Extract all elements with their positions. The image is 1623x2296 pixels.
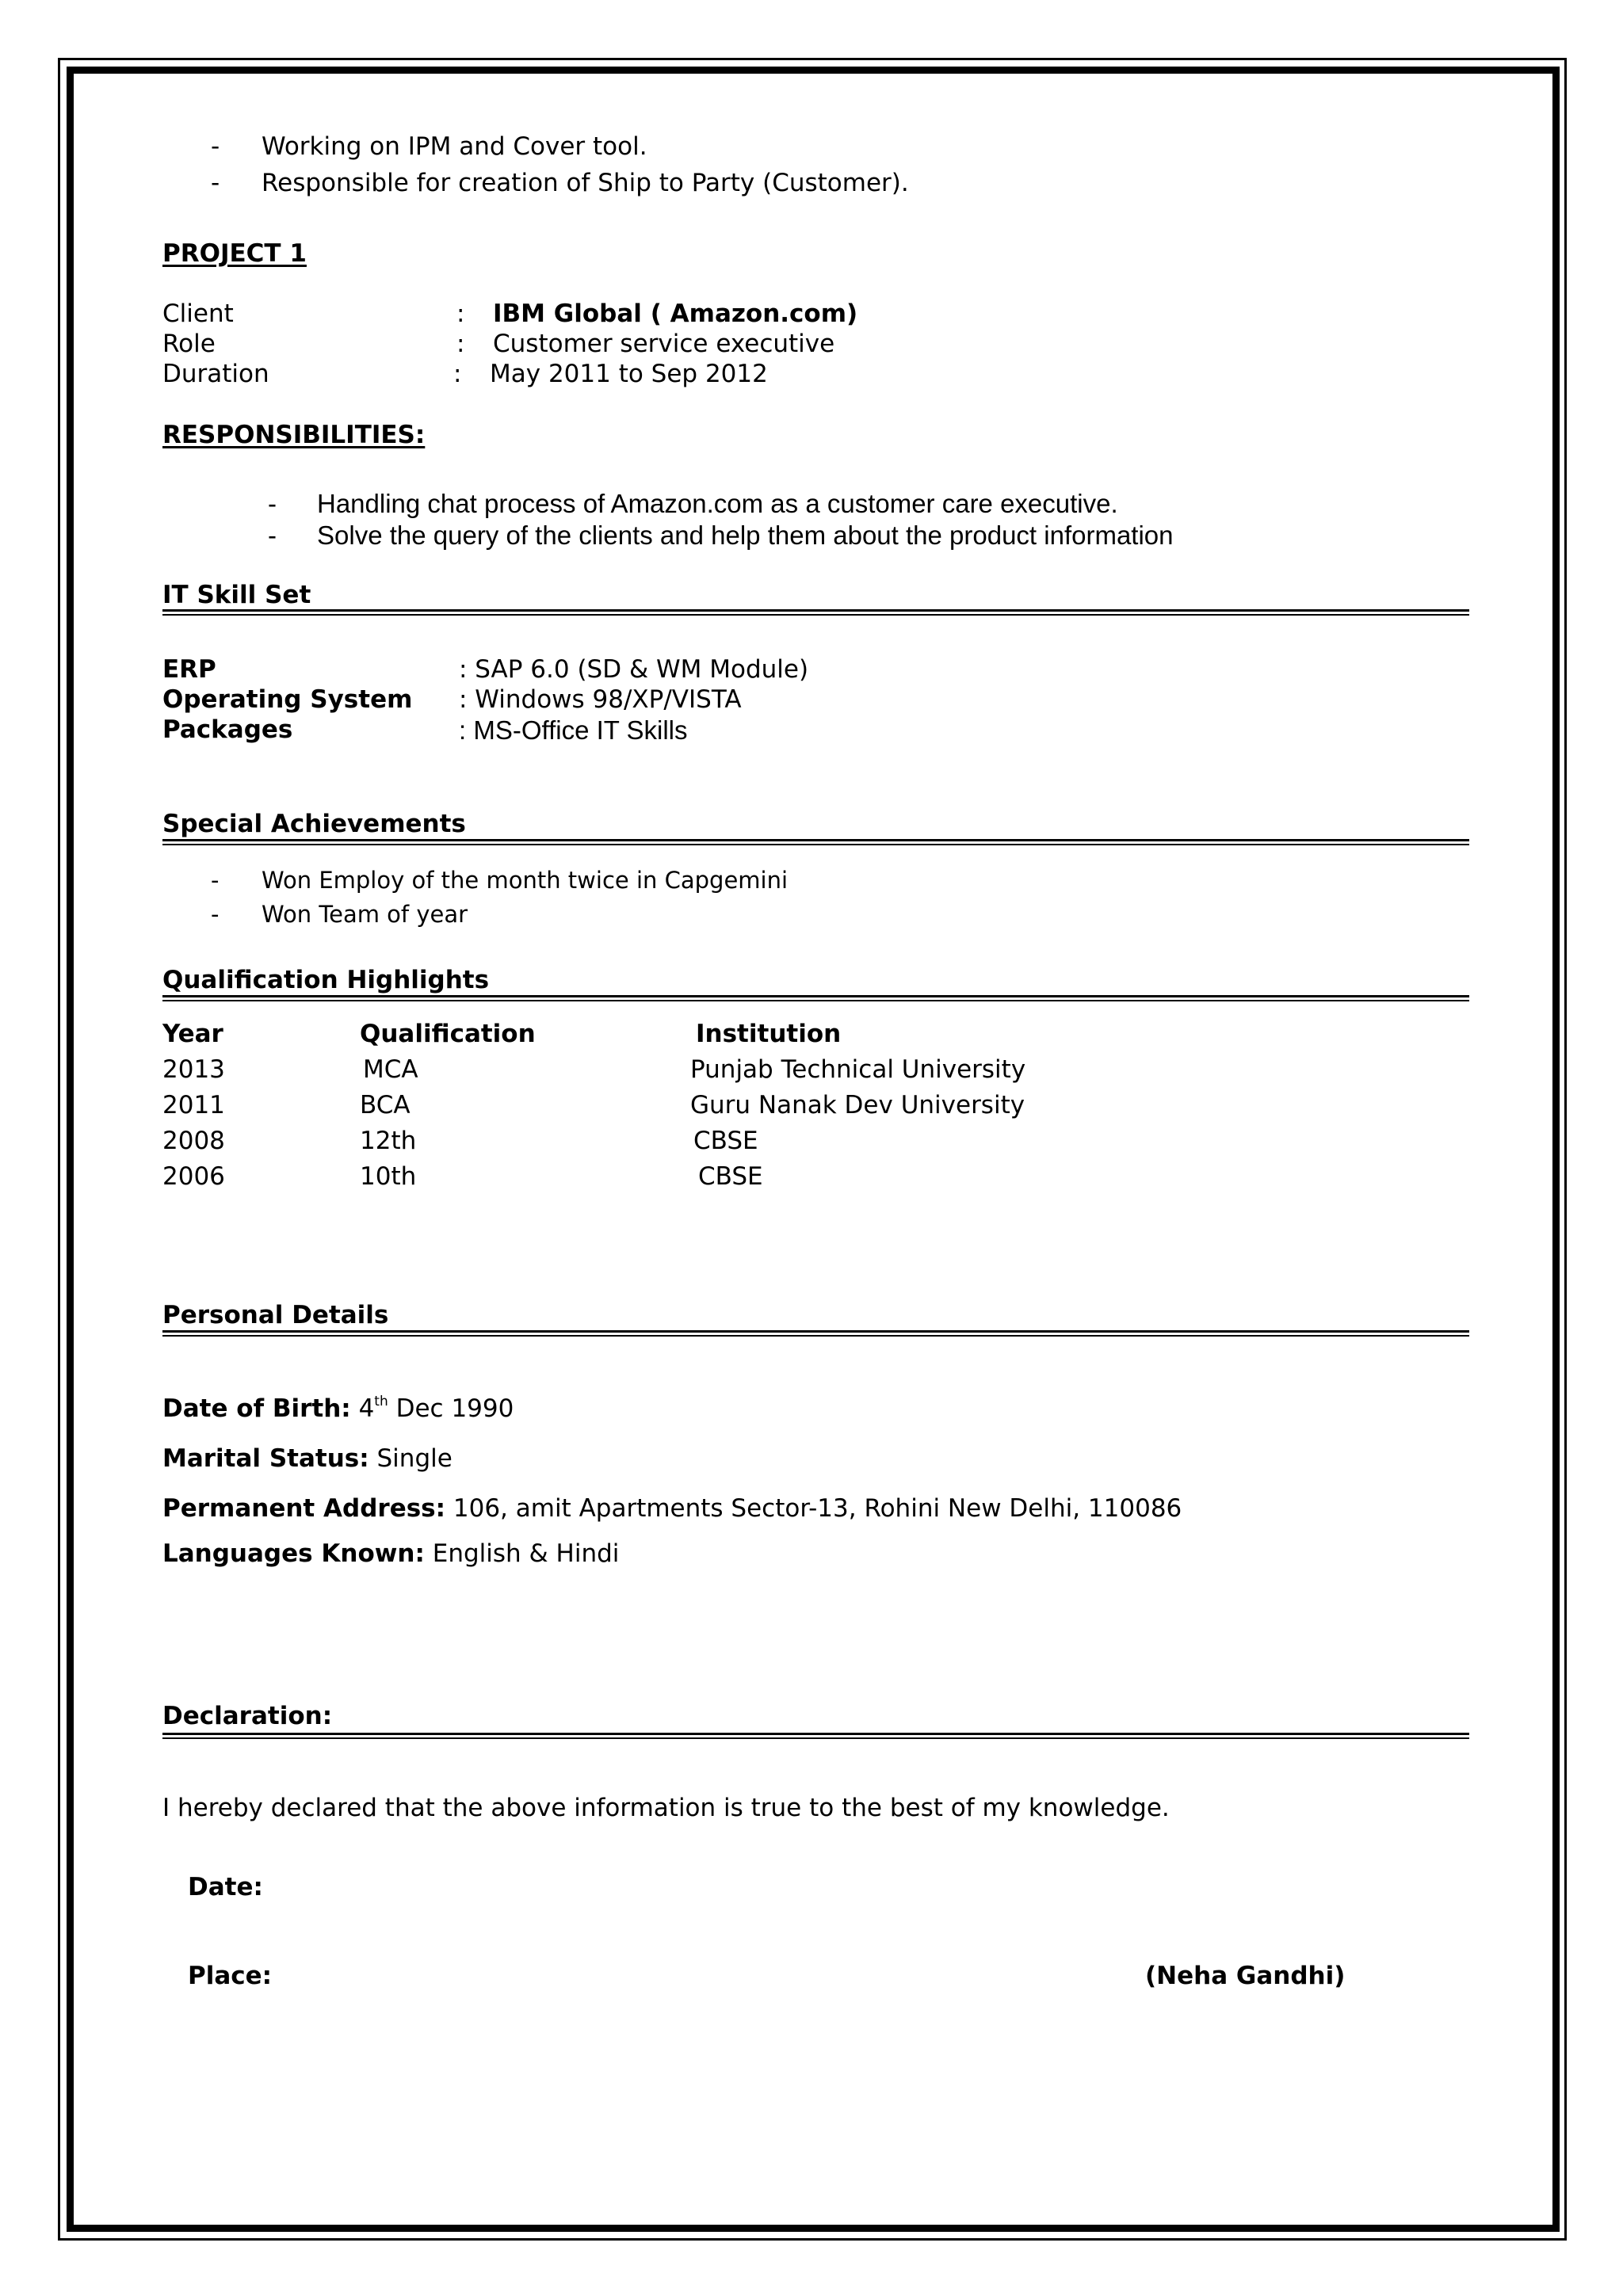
bullet-dash: -	[211, 867, 220, 894]
table-cell-qualification: MCA	[363, 1055, 418, 1084]
project-title: PROJECT 1	[162, 239, 307, 268]
languages-line	[162, 1539, 620, 1568]
os-value: : Windows 98/XP/VISTA	[459, 685, 742, 714]
dob-rest: Dec 1990	[395, 1394, 514, 1423]
colon: :	[456, 330, 465, 358]
achievement-item: Won Employ of the month twice in Capgemini	[262, 867, 789, 894]
colon: :	[453, 360, 462, 388]
it-skills-title: IT Skill Set	[162, 581, 311, 609]
responsibility-item: Handling chat process of Amazon.com as a customer care executive.	[317, 489, 1118, 518]
os-label: Operating System	[162, 685, 413, 714]
table-cell-qualification: BCA	[360, 1091, 411, 1119]
date-label: Date:	[188, 1873, 263, 1901]
dob-label: Date of Birth:	[162, 1394, 351, 1423]
erp-label: ERP	[162, 655, 216, 684]
table-cell-year: 2006	[162, 1162, 225, 1191]
bullet-dash: -	[268, 489, 277, 518]
table-header-qualification: Qualification	[360, 1020, 536, 1048]
table-cell-institution: CBSE	[698, 1162, 763, 1191]
languages-label: Languages Known:	[162, 1539, 425, 1568]
table-header-year: Year	[162, 1020, 223, 1048]
table-cell-year: 2011	[162, 1091, 225, 1119]
marital-label: Marital Status:	[162, 1444, 369, 1473]
dob-suffix: th	[374, 1394, 388, 1409]
marital-line	[162, 1444, 453, 1473]
place-label: Place:	[188, 1962, 273, 1990]
bullet-dash: -	[211, 901, 220, 928]
duration-value: May 2011 to Sep 2012	[490, 360, 768, 388]
responsibilities-title: RESPONSIBILITIES:	[162, 421, 426, 449]
colon: :	[456, 299, 465, 328]
section-divider	[162, 1330, 1469, 1337]
table-cell-year: 2008	[162, 1127, 225, 1155]
address-label: Permanent Address:	[162, 1494, 446, 1523]
client-value: IBM Global ( Amazon.com)	[493, 299, 858, 328]
table-header-institution: Institution	[696, 1020, 842, 1048]
address-value: 106, amit Apartments Sector-13, Rohini New Delhi, 110086	[453, 1494, 1182, 1523]
declaration-text: I hereby declared that the above information is true to the best of my knowledge.	[162, 1794, 1170, 1822]
achievements-title: Special Achievements	[162, 810, 466, 838]
dob-line	[162, 1394, 514, 1423]
packages-value: : MS-Office IT Skills	[459, 715, 688, 745]
packages-label: Packages	[162, 715, 293, 744]
duration-label: Duration	[162, 360, 269, 388]
responsibility-item: Solve the query of the clients and help them about the product information	[317, 521, 1174, 550]
address-line	[162, 1494, 1182, 1523]
marital-value: Single	[376, 1444, 453, 1473]
section-divider	[162, 995, 1469, 1001]
role-value: Customer service executive	[493, 330, 835, 358]
bullet-dash: -	[268, 521, 277, 550]
declaration-title: Declaration:	[162, 1702, 333, 1730]
table-cell-year: 2013	[162, 1055, 225, 1084]
signatory-name: (Neha Gandhi)	[1145, 1962, 1346, 1990]
bullet-dash: -	[211, 169, 220, 197]
bullet-dash: -	[211, 132, 220, 161]
client-label: Client	[162, 299, 234, 328]
section-divider	[162, 839, 1469, 845]
table-cell-institution: Guru Nanak Dev University	[690, 1091, 1025, 1119]
dob-day: 4	[358, 1394, 375, 1423]
qualifications-title: Qualification Highlights	[162, 966, 490, 994]
table-cell-qualification: 12th	[360, 1127, 417, 1155]
page-border-inner	[67, 67, 1560, 2232]
table-cell-qualification: 10th	[360, 1162, 417, 1191]
role-label: Role	[162, 330, 216, 358]
experience-bullet: Responsible for creation of Ship to Party (Customer).	[262, 169, 909, 197]
experience-bullet: Working on IPM and Cover tool.	[262, 132, 647, 161]
table-cell-institution: CBSE	[693, 1127, 758, 1155]
erp-value: : SAP 6.0 (SD & WM Module)	[459, 655, 809, 684]
section-divider	[162, 1733, 1469, 1739]
achievement-item: Won Team of year	[262, 901, 468, 928]
languages-value: English & Hindi	[432, 1539, 620, 1568]
personal-title: Personal Details	[162, 1301, 389, 1329]
section-divider	[162, 609, 1469, 616]
table-cell-institution: Punjab Technical University	[690, 1055, 1026, 1084]
